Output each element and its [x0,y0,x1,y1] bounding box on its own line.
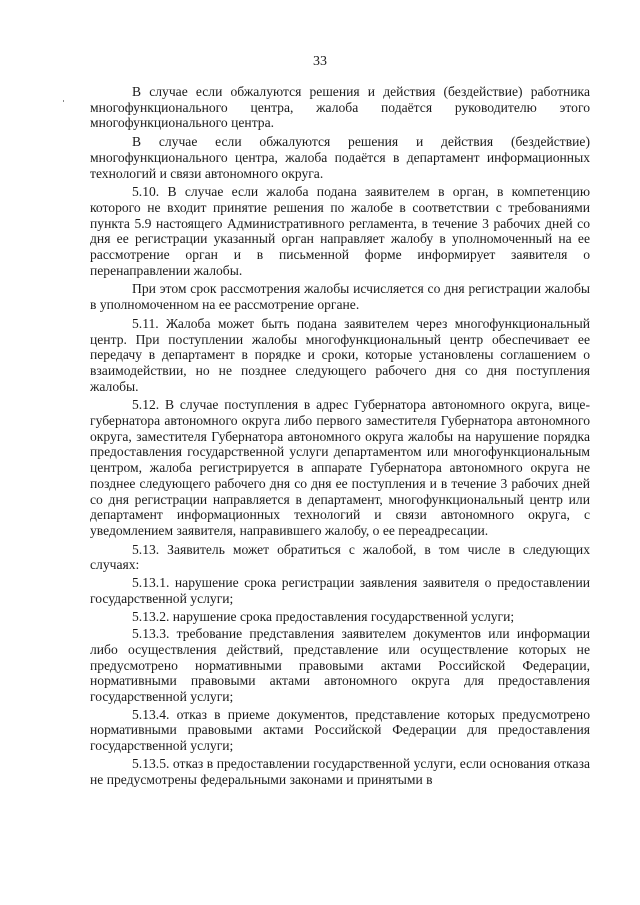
paragraph-5-13-5: 5.13.5. отказ в предоставлении государственной услуги, если основания отказа не предусмотрены федеральными законами и принятыми в [90,755,590,787]
paragraph-complaint-mfc-worker: В случае если обжалуются решения и действия (бездействие) работника многофункционального центра, жалоба подаётся руководителю этого многофункционального центра. [90,84,590,131]
paragraph-5-13-4: 5.13.4. отказ в приеме документов, представление которых предусмотрено нормативными правовыми актами Российской Федерации для предоставления государственной услуги; [90,706,590,754]
paragraph-5-13-2: 5.13.2. нарушение срока предоставления государственной услуги; [132,608,515,624]
paragraph-5-10: 5.10. В случае если жалоба подана заявителем в орган, в компетенцию которого не входит принятие решения по жалобе в соответствии с требованиями пункта 5.9 настоящего Административного регламента, в течение 3 рабочих дней со дня ее регистрации указанный орган направляет жалобу в уполномоченный на ее рассмотрение орган и в письменной форме информирует заявителя о перенаправлении жалобы. [90,184,590,278]
paragraph-5-11: 5.11. Жалоба может быть подана заявителем через многофункциональный центр. При поступлении жалобы многофункциональный центр обеспечивает ее передачу в департамент в порядке и сроки, которые установлены соглашением о взаимодействии, но не позднее следующего рабочего дня со дня поступления жалобы. [90,315,590,394]
document-body [90,84,590,789]
paragraph-5-13-3: 5.13.3. требование представления заявителем документов или информации либо осуществления действий, представление или осуществление которых не предусмотрено нормативными правовыми актами Российской Федерации, нормативными правовыми актами автономного округа для предоставления государственной услуги; [90,626,590,705]
scan-artifact-mark [63,100,64,102]
paragraph-review-period: При этом срок рассмотрения жалобы исчисляется со дня регистрации жалобы в уполномоченном на ее рассмотрение органе. [90,281,590,313]
paragraph-5-13: 5.13. Заявитель может обратиться с жалобой, в том числе в следующих случаях: [90,541,590,573]
page-number: 33 [313,54,327,69]
paragraph-5-13-1: 5.13.1. нарушение срока регистрации заявления заявителя о предоставлении государственной услуги; [90,575,590,606]
paragraph-complaint-mfc: В случае если обжалуются решения и действия (бездействие) многофункционального центра, жалоба подаётся в департамент информационных технологий и связи автономного округа. [90,134,590,181]
paragraph-5-12: 5.12. В случае поступления в адрес Губернатора автономного округа, вице-губернатора автономного округа либо первого заместителя Губернатора автономного округа, заместителя Губернатора автономного округа жалобы на нарушение порядка предоставления государственной услуги департаментом или многофункциональным центром, жалоба регистрируется в аппарате Губернатора автономного округа не позднее следующего рабочего дня со дня ее поступления и в течение 3 рабочих дней со дня регистрации направляется в департамент, многофункциональный центр или департамент информационных технологий и связи автономного округа, с уведомлением заявителя, направившего жалобу, о ее переадресации. [90,397,590,538]
